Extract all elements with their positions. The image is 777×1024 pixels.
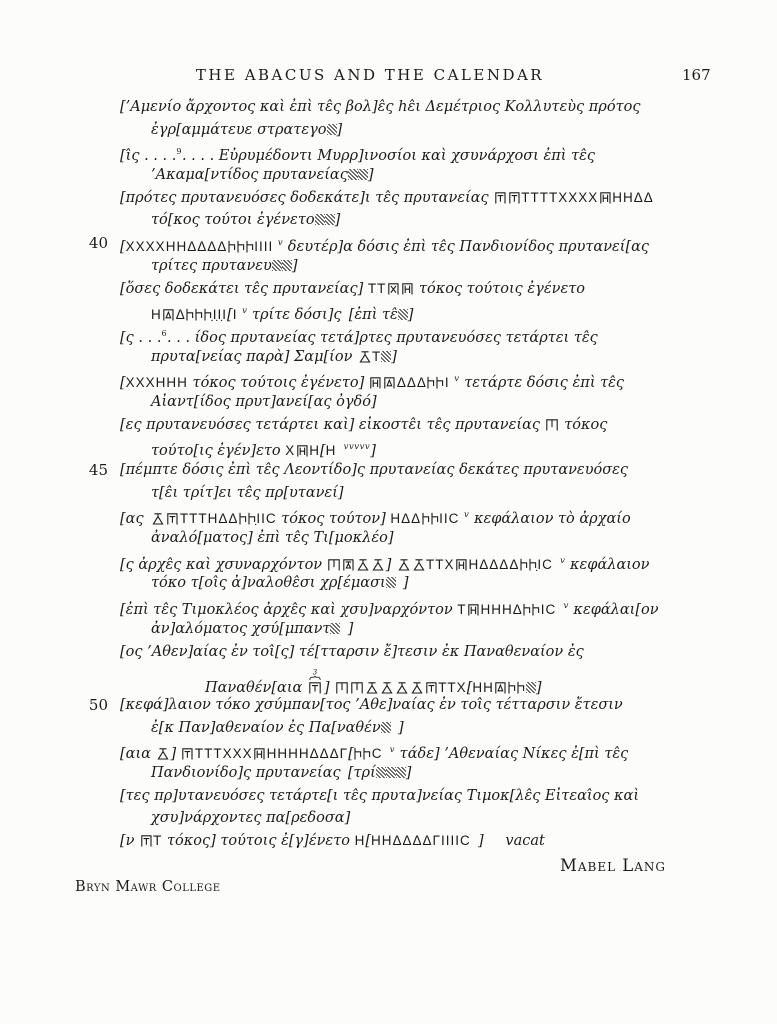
- drachma-sign-icon: [532, 604, 540, 615]
- page-number: 167: [682, 66, 711, 84]
- numeral-run: Η: [325, 443, 337, 459]
- acrophonic-five-talents-icon: [495, 192, 506, 203]
- numeral-run: ΤΤ: [367, 280, 387, 296]
- line-content: Αἰαντ[ίδος πρυτ]ανεί[ας ὀγδό]: [151, 393, 377, 410]
- drachma-sign-icon: [517, 682, 525, 693]
- line-content: χσυ]νάρχοντες πα[ρεδοσα]: [151, 810, 351, 827]
- greek-text-line: [0, 482, 777, 505]
- greek-text-line: [0, 785, 777, 808]
- numeral-run: Ϲ: [371, 746, 383, 762]
- greek-text-line: [0, 739, 777, 762]
- numeral-run: ΗΗΗΗΔΔΔΓ: [266, 746, 349, 762]
- greek-text-line: [0, 572, 777, 595]
- numeral-run: Ι̣Ϲ: [537, 556, 553, 572]
- line-content: πρυτα[νείας παρὰ] Σαμ[ίον Τ ]: [151, 348, 397, 365]
- acrophonic-fifty-talents-icon: [343, 559, 354, 570]
- author-affiliation: Bryn Mawr College: [75, 879, 221, 895]
- acrophonic-ten-talents-icon: [396, 682, 408, 693]
- lacuna-hatch-mark: [386, 767, 396, 778]
- line-number: 45: [88, 461, 108, 479]
- numeral-run: ΤΤΤΧΧΧ: [194, 746, 253, 762]
- drachma-sign-icon: [195, 309, 203, 320]
- acrophonic-500-icon: [297, 445, 308, 456]
- lacuna-hatch-mark: [381, 351, 391, 362]
- numeral-run: Ι̣Ι̣Ι̣: [212, 307, 228, 323]
- line-content: [ος ’Αθεν]αίας ἐν τοι̂[ς] τέ[τταρσιν ἔ]τεσιν ἐκ Παναθεναίον ἐς: [120, 643, 584, 660]
- numeral-run: ΧΧΧΧΗΗΔΔΔΔ: [125, 239, 228, 255]
- acrophonic-50-icon: [163, 309, 174, 320]
- greek-text-line: [0, 668, 777, 697]
- numeral-run: ΙϹ: [540, 602, 557, 618]
- superscript-annotation: 9: [176, 147, 182, 157]
- greek-text-line: [0, 618, 777, 641]
- greek-inscription-text: [0, 96, 777, 853]
- acrophonic-ten-talents-icon: [398, 559, 410, 570]
- numeral-run: Η: [151, 307, 162, 323]
- greek-text-line: [0, 414, 777, 437]
- acrophonic-500-icon: [370, 377, 381, 388]
- line-content: [ΧΧΧΧΗΗΔΔΔΔ ΙΙΙΙ $^v$ δευτέρ]α δόσις ἐπὶ τε̂ς Πανδιονίδος πρυτανεί[ας: [120, 238, 650, 256]
- lacuna-hatch-mark: [282, 260, 292, 271]
- greek-text-line: [0, 807, 777, 830]
- drachma-sign-icon: [237, 241, 245, 252]
- line-content: [ΧΧΧΗΗΗ τόκος τούτοις ἐγένετο] ΔΔΔ Ι $^v$ τετάρτε δόσις ἐπὶ τε̂ς: [120, 374, 625, 392]
- line-number: 50: [88, 695, 108, 714]
- greek-text-line: [0, 255, 777, 278]
- drachma-sign-icon: [422, 513, 430, 524]
- acrophonic-500-icon: [402, 283, 413, 294]
- drachma-sign-icon: [246, 241, 254, 252]
- line-content: [αια ] ΤΤΤΧΧΧ ΗΗΗΗΔΔΔΓ[ Ϲ $^v$ τάδε] ’Αθεναίας Νίκες ἐ[πὶ τε̂ς: [120, 745, 629, 763]
- greek-text-line: [0, 209, 777, 232]
- numeral-run: ΤΤΧ: [438, 680, 467, 696]
- lacuna-hatch-mark: [325, 214, 335, 225]
- acrophonic-ten-talents-icon: [366, 682, 378, 693]
- acrophonic-five-talents-icon: [509, 192, 520, 203]
- drachma-sign-icon: [248, 513, 256, 524]
- lacuna-hatch-mark: [526, 682, 536, 693]
- acrophonic-5000-icon: [388, 283, 399, 294]
- line-content: τούτο[ις ἐγέν]ετο Χ Η[Η $^{vvvvv}$]: [151, 442, 376, 460]
- greek-text-line: [0, 595, 777, 618]
- acrophonic-ten-talents-icon: [152, 513, 164, 524]
- numeral-run: ΤΤΤΗΔΔ: [179, 511, 239, 527]
- drachma-sign-icon: [431, 513, 439, 524]
- numeral-run: ΗΗΔΔ: [612, 189, 654, 205]
- svg-text:3: 3: [313, 668, 318, 677]
- line-content: [’Αμενίο ἄρχοντος καὶ ἐπὶ τε̂ς βολ]ε̂ς hε̂ι Δεμέτριος Κολλυτεὺς πρότος: [120, 99, 641, 115]
- greek-text-line: [0, 119, 777, 142]
- lacuna-hatch-mark: [386, 577, 396, 588]
- numeral-run: Ι̣ΙϹ: [256, 511, 277, 527]
- greek-text-line: [0, 391, 777, 414]
- greek-text-line: [0, 346, 777, 369]
- greek-text-line: [0, 717, 777, 740]
- lacuna-hatch-mark: [330, 623, 340, 634]
- lacuna-hatch-mark: [327, 124, 337, 135]
- acrophonic-500-icon: [254, 748, 265, 759]
- line-content: Πανδιονίδο]ς πρυτανείας [τρί ]: [151, 764, 412, 781]
- numeral-run: ΤΤΤΤΧΧΧΧ: [521, 189, 599, 205]
- line-content: ’Ακαμα[ντίδος πρυτανείας ]: [151, 167, 374, 184]
- numeral-run: Ι: [232, 307, 238, 323]
- line-content: [ν Τ τόκος] τούτοις ἐ[γ]ένετο Η[ΗΗΔΔΔΔΓΙΙΙΙϹ ] vacat: [120, 833, 545, 849]
- lacuna-hatch-mark: [376, 767, 386, 778]
- acrophonic-ten-talents-icon: [157, 748, 169, 759]
- greek-text-line: [0, 96, 777, 119]
- acrophonic-talent-sign-icon: [351, 682, 363, 693]
- page-title: THE ABACUS AND THE CALENDAR: [195, 66, 545, 84]
- acrophonic-five-talents-icon: [167, 513, 178, 524]
- numeral-run: ΗΔΔ: [390, 511, 422, 527]
- line-content: ἀναλό[ματος] ἐπὶ τε̂ς Τι[μοκλέο]: [151, 530, 394, 547]
- line-content: [ς . . .$^6$. . . ίδος πρυτανείας τετά]ρτες πρυτανευόσες τετάρτει τε̂ς: [120, 328, 598, 346]
- greek-text-line: [0, 694, 777, 717]
- numeral-run: ΗΗΗΔ: [480, 602, 523, 618]
- lacuna-hatch-mark: [315, 214, 325, 225]
- numeral-run: ΙΙϹ: [439, 511, 460, 527]
- drachma-sign-icon: [427, 377, 435, 388]
- drachma-sign-icon: [186, 309, 194, 320]
- line-content: [ὅσες δοδεκάτει τε̂ς πρυτανείας] ΤΤ τόκος τούτοις ἐγένετο: [120, 280, 585, 297]
- superscript-annotation: v: [277, 238, 284, 249]
- greek-text-line: [0, 141, 777, 164]
- acrophonic-ten-talents-icon: [381, 682, 393, 693]
- superscript-annotation: v: [563, 601, 569, 612]
- superscript-annotation: v: [242, 306, 248, 317]
- greek-text-line: [0, 550, 777, 573]
- drachma-sign-icon: [436, 377, 444, 388]
- drachma-sign-icon: [520, 559, 528, 570]
- greek-text-line: [0, 368, 777, 391]
- line-content: [ας ΤΤΤΗΔΔ Ι̣ΙϹ τόκος τούτον] ΗΔΔ ΙΙϹ $^v$ κεφάλαιον τὸ ἀρχαίο: [120, 510, 631, 528]
- author-signature: Mabel Lang: [559, 856, 666, 875]
- numeral-run: ΧΧΧΗΗΗ: [125, 375, 188, 391]
- drachma-sign-icon: [228, 241, 236, 252]
- numeral-run: Δ: [175, 307, 186, 323]
- line-content: τό[κος τούτοι ἐγένετο ]: [151, 212, 341, 229]
- line-content: ἀν]αλόματος χσύ[μπαντ ]: [151, 620, 354, 637]
- superscript-annotation: vvvvv: [343, 442, 371, 453]
- acrophonic-ten-talents-icon: [357, 559, 369, 570]
- numeral-run: Η: [354, 833, 366, 848]
- superscript-annotation: v: [560, 555, 566, 566]
- acrophonic-500-icon: [468, 604, 479, 615]
- acrophonic-ten-talents-icon: [413, 559, 425, 570]
- drachma-sign-icon: [204, 309, 212, 320]
- line-content: [τες πρ]υτανευόσες τετάρτε[ι τε̂ς πρυτα]νείας Τιμοκ[λε̂ς Εἰτεαι̂ος καὶ: [120, 787, 640, 804]
- lacuna-hatch-mark: [396, 767, 406, 778]
- lacuna-hatch-mark: [358, 169, 368, 180]
- greek-text-line: [0, 504, 777, 527]
- drachma-sign-icon: [239, 513, 247, 524]
- line-number: 40: [88, 234, 108, 253]
- numeral-run: Χ: [285, 443, 296, 459]
- greek-text-line: [0, 164, 777, 187]
- lacuna-hatch-mark: [381, 722, 391, 733]
- acrophonic-500-icon: [600, 192, 611, 203]
- acrophonic-five-talents-icon: [182, 748, 193, 759]
- line-content: [ς ἀρχε̂ς καὶ χσυναρχόντον ] ΤΤΧ ΗΔΔΔΔ Ι̣Ϲ $^v$ κεφάλαιον: [120, 555, 650, 573]
- braced-five-talents-icon: [308, 668, 322, 693]
- drachma-sign-icon: [523, 604, 531, 615]
- acrophonic-talent-sign-icon: [546, 419, 558, 430]
- superscript-annotation: v: [464, 510, 470, 521]
- line-content: ἐ[κ Παν]αθεναίον ἐς Πα[ναθέν ]: [151, 719, 404, 736]
- line-content: [ες πρυτανευόσες τετάρτει καὶ] εἰκοστε̂ι τε̂ς πρυτανείας τόκος: [120, 416, 608, 433]
- greek-text-line: [0, 232, 777, 255]
- acrophonic-500-icon: [456, 559, 467, 570]
- numeral-run: Ι: [444, 375, 450, 391]
- line-content: [πρότες πρυτανευόσες δοδεκάτε]ι τε̂ς πρυτανείας ΤΤΤΤΧΧΧΧ ΗΗΔΔ: [120, 189, 654, 206]
- acrophonic-five-talents-icon: [141, 835, 152, 846]
- greek-text-line: [0, 323, 777, 346]
- line-content: [πέμπτε δόσις ἐπὶ τε̂ς Λεοντίδο]ς πρυτανείας δεκάτες πρυτανευόσες: [120, 462, 629, 478]
- numeral-run: Η: [309, 443, 320, 459]
- line-content: τρίτες πρυτανευ ]: [151, 257, 298, 274]
- drachma-sign-icon: [529, 559, 537, 570]
- greek-text-line: [0, 278, 777, 301]
- line-content: [ι̂ς . . . .$^9$. . . . Εὐρυμέδοντι Μυρρ]ινοσίοι καὶ χσυνάρχοσι ἐπὶ τε̂ς: [120, 147, 596, 165]
- lacuna-hatch-mark: [272, 260, 282, 271]
- acrophonic-talent-sign-icon: [328, 559, 340, 570]
- lacuna-hatch-mark: [348, 169, 358, 180]
- line-content: [κεφά]λαιον τόκο χσύμπαν[τος ’Αθε]ναίας ἐν τοι̂ς τέτταρσιν ἔτεσιν: [120, 696, 623, 713]
- numeral-run: ΙΙΙΙ: [254, 239, 274, 255]
- numeral-run: ΗΗ: [472, 680, 494, 696]
- greek-text-line: [0, 830, 777, 853]
- line-content: τ[ε̂ι τρίτ]ει τε̂ς πρ[υτανεί]: [151, 484, 344, 501]
- drachma-sign-icon: [354, 748, 362, 759]
- drachma-sign-icon: [363, 748, 371, 759]
- acrophonic-five-talents-icon: [426, 682, 437, 693]
- greek-text-line: [0, 436, 777, 459]
- numeral-run: Τ: [153, 833, 163, 848]
- lacuna-hatch-mark: [398, 309, 408, 320]
- numeral-run: Τ: [457, 602, 467, 618]
- acrophonic-ten-talents-icon: [359, 351, 371, 362]
- numeral-run: Τ: [372, 348, 382, 364]
- superscript-annotation: 6: [161, 328, 168, 338]
- superscript-annotation: v: [454, 374, 460, 385]
- numeral-run: ΗΔΔΔΔ: [468, 556, 520, 572]
- greek-text-line: [0, 762, 777, 785]
- superscript-annotation: v: [389, 745, 396, 756]
- greek-text-line: [0, 300, 777, 323]
- acrophonic-ten-talents-icon: [372, 559, 384, 570]
- numeral-run: ΤΤΧ: [426, 556, 455, 572]
- numeral-run: ΗΗΔΔΔΔΓΙΙΙΙϹ: [370, 833, 471, 848]
- acrophonic-talent-sign-icon: [336, 682, 348, 693]
- line-content: ἐγρ[αμμάτευε στρατεγο ]: [151, 121, 343, 138]
- line-content: τόκο τ[οι̂ς ἀ]ναλοθε̂σι χρ[έμασι ]: [151, 575, 409, 592]
- line-content: Η Δ Ι̣Ι̣Ι̣[Ι $^v$ τρίτε δόσι]ς [ἐπὶ τε̂ ]: [151, 306, 414, 324]
- acrophonic-ten-talents-icon: [411, 682, 423, 693]
- acrophonic-50-icon: [384, 377, 395, 388]
- greek-text-line: [0, 527, 777, 550]
- acrophonic-50-icon: [495, 682, 506, 693]
- line-content: Παναθέν[αια 3 ] ΤΤΧ[ΗΗ ]: [205, 668, 542, 697]
- greek-text-line: [0, 459, 777, 482]
- greek-text-line: [0, 641, 777, 664]
- greek-text-line: [0, 187, 777, 210]
- drachma-sign-icon: [508, 682, 516, 693]
- numeral-run: ΔΔΔ: [396, 375, 427, 391]
- line-content: [ἐπὶ τε̂ς Τιμοκλέος ἀρχε̂ς καὶ χσυ]ναρχόντον Τ ΗΗΗΔ ΙϹ $^v$ κεφάλαι[ον: [120, 601, 659, 619]
